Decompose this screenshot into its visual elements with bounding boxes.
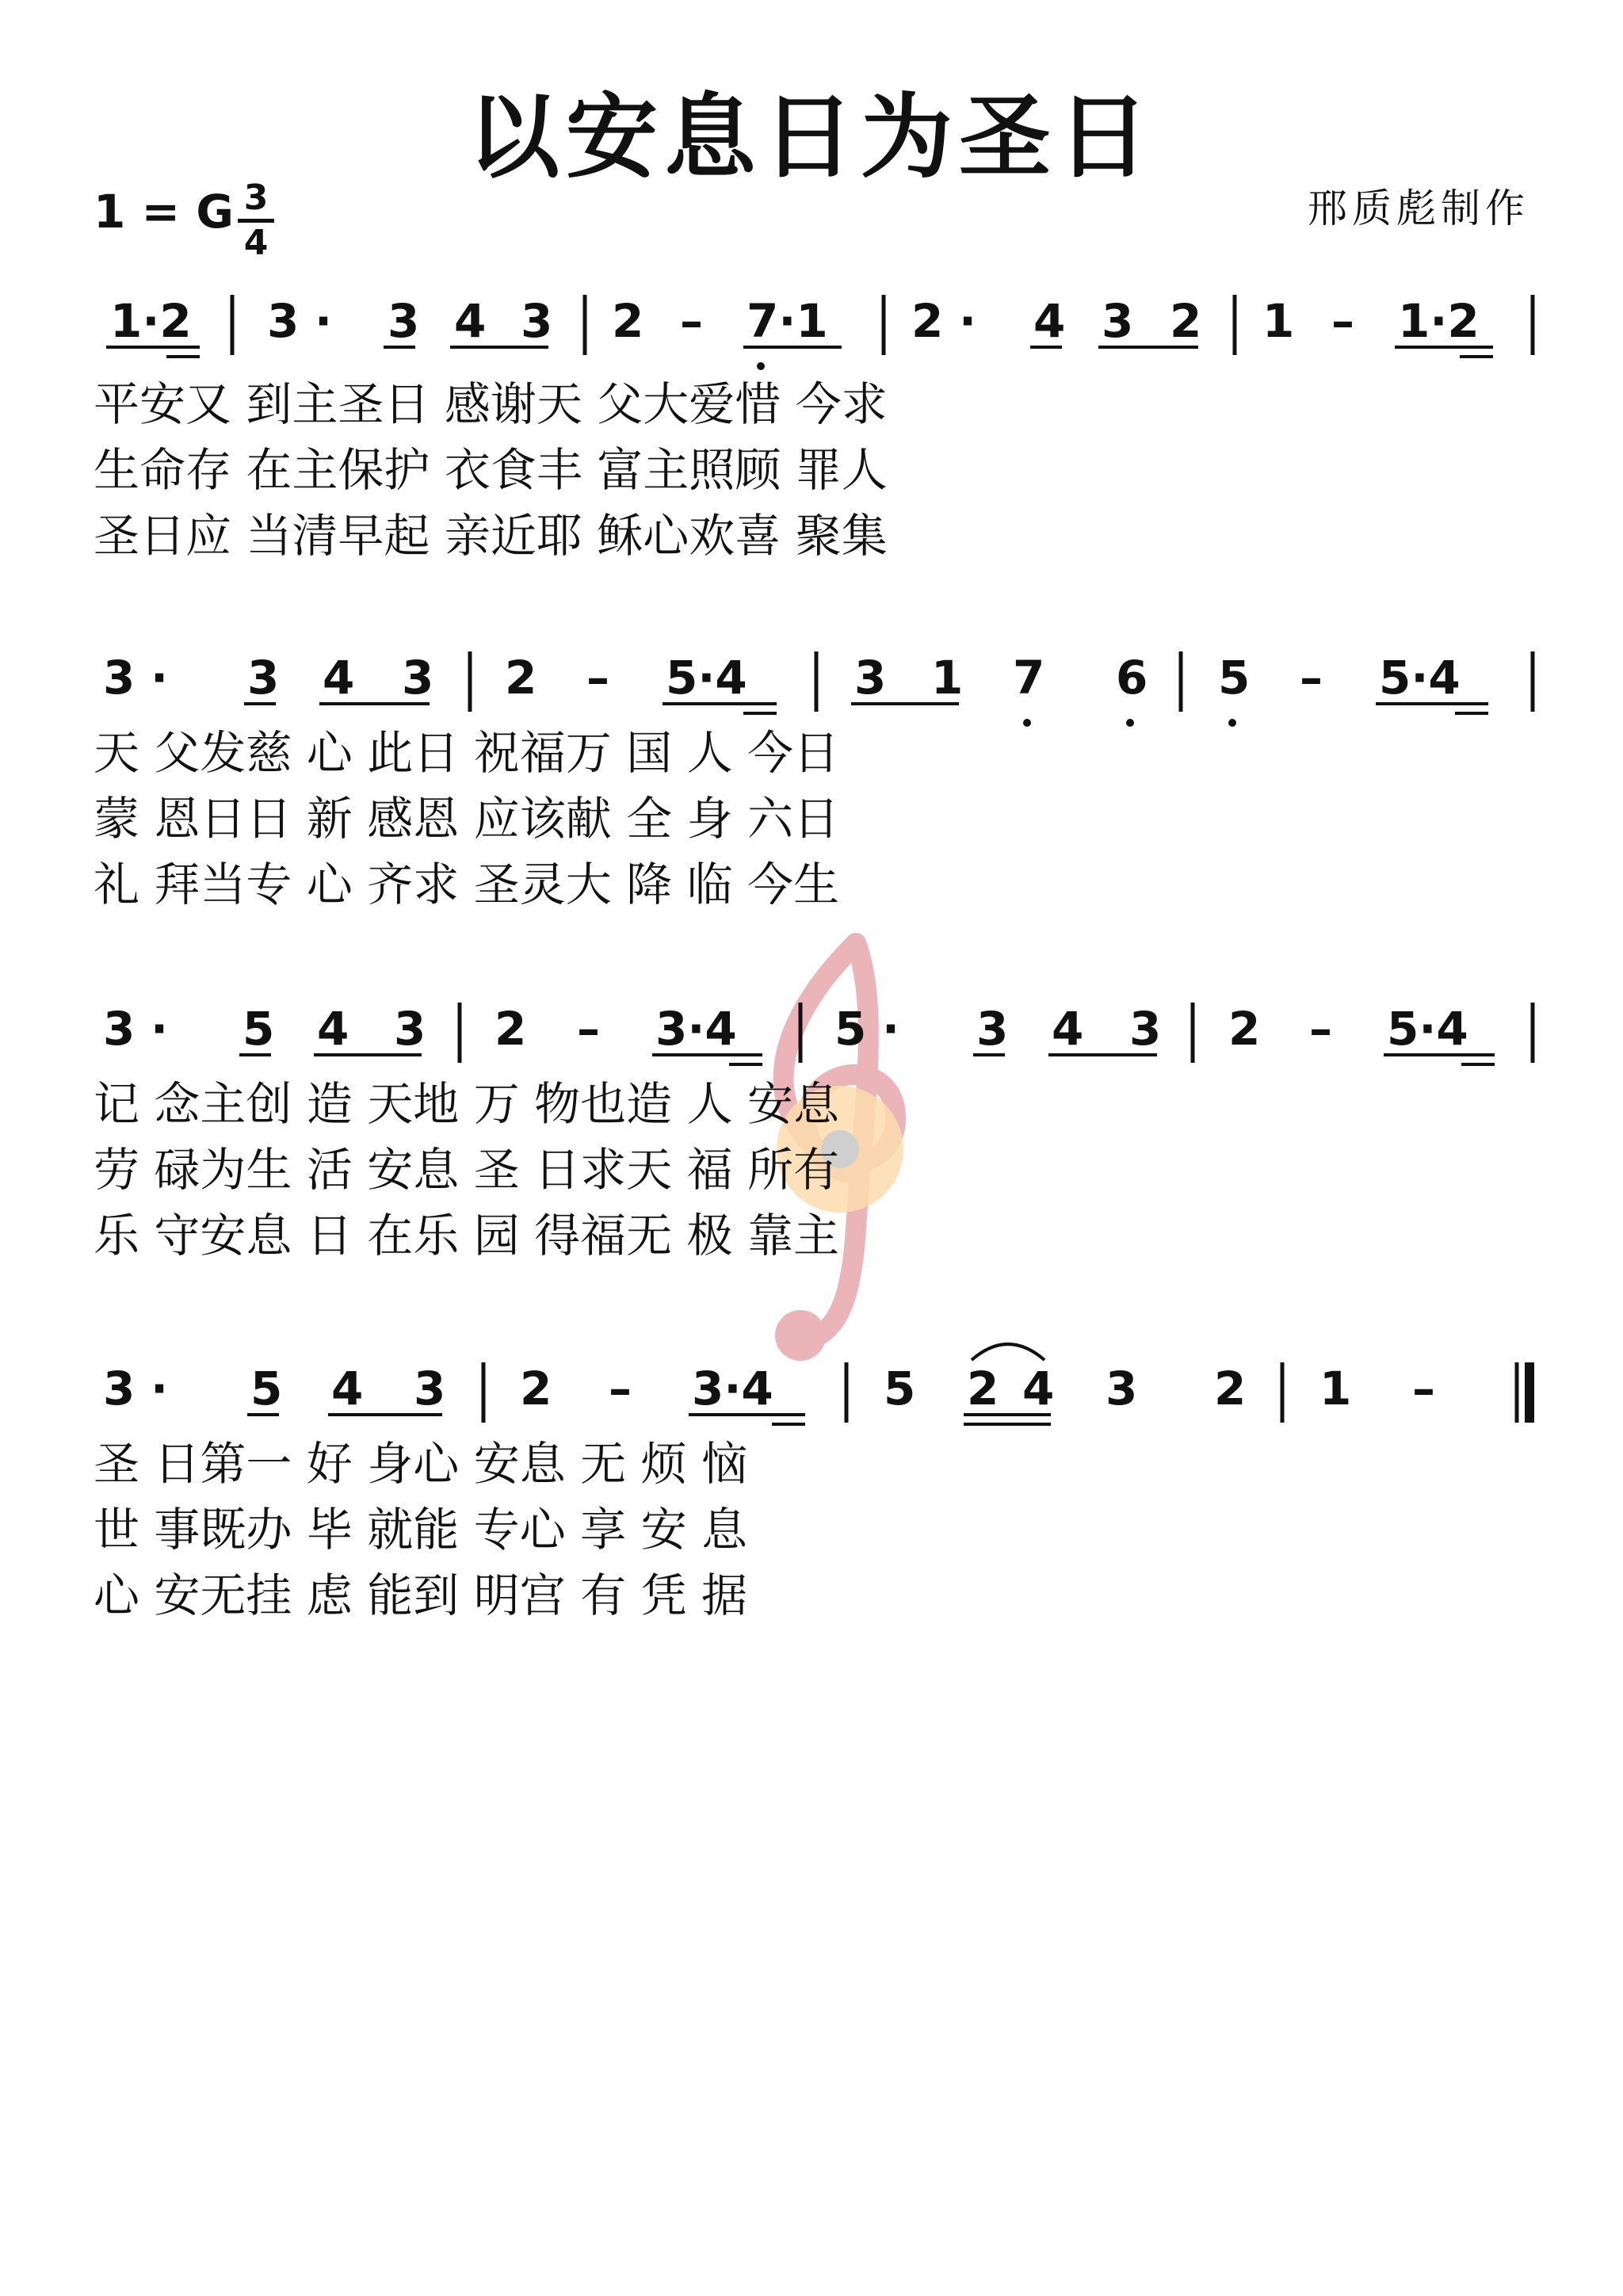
dash: – [1309, 1002, 1332, 1056]
lyric-line: 世 事既办 毕 就能 专心 享 安 息 [94, 1503, 748, 1557]
note: 2 [495, 1002, 527, 1056]
note: 2 [520, 1362, 552, 1415]
note: 5 [1218, 651, 1251, 705]
note: 1·2 [110, 294, 192, 348]
note: 3 [267, 294, 300, 348]
note: 3 [1102, 294, 1134, 348]
note: 2 [1170, 294, 1202, 348]
note: 7·1 [747, 294, 828, 348]
slur [972, 1344, 1044, 1360]
time-numerator: 3 [243, 178, 269, 218]
note: 3 [103, 1002, 136, 1056]
dash: – [1412, 1362, 1435, 1415]
system-4 [94, 1344, 1529, 1622]
note: 3 [854, 651, 887, 705]
lyric-line: 劳 碌为生 活 安息 圣 日求天 福 所有 [94, 1143, 840, 1197]
note: 4 [323, 651, 355, 705]
note: 3 [521, 294, 553, 348]
note: 5 [834, 1002, 867, 1056]
note: 1 [931, 651, 964, 705]
key-signature: 1 = G [94, 185, 234, 239]
note: 5 [242, 1002, 275, 1056]
note: 3 [414, 1362, 446, 1415]
note: 3·4 [655, 1002, 737, 1056]
dot: · [151, 1362, 169, 1415]
note: 1 [1262, 294, 1295, 348]
note: 3 [1129, 1002, 1162, 1056]
note: 4 [1052, 1002, 1084, 1056]
note: 4 [454, 294, 487, 348]
dash: – [680, 294, 703, 348]
lyric-line: 平安又 到主圣日 感谢天 父大爱惜 今求 [94, 377, 888, 431]
dot: · [882, 1002, 900, 1056]
note: 2 [967, 1362, 999, 1415]
note: 3 [1106, 1362, 1138, 1415]
note: 5 [884, 1362, 916, 1415]
note: 2 [1228, 1002, 1261, 1056]
system-3 [94, 1002, 1533, 1263]
note: 3 [402, 651, 434, 705]
note: 3 [103, 1362, 136, 1415]
note: 4 [331, 1362, 364, 1415]
lyric-line: 圣日应 当清早起 亲近耶 稣心欢喜 聚集 [94, 509, 888, 563]
system-1 [94, 294, 1533, 563]
note: 3 [394, 1002, 426, 1056]
time-denominator: 4 [243, 223, 269, 263]
lyric-line: 蒙 恩日日 新 感恩 应该献 全 身 六日 [94, 792, 840, 846]
note: 2 [505, 651, 537, 705]
dash: – [609, 1362, 632, 1415]
dot: · [151, 1002, 169, 1056]
note: 3 [976, 1002, 1009, 1056]
note: 4 [1033, 294, 1066, 348]
dash: – [586, 651, 609, 705]
lyric-line: 心 安无挂 虑 能到 明宫 有 凭 据 [94, 1568, 748, 1622]
system-2 [94, 651, 1533, 911]
dot: · [959, 294, 977, 348]
note: 1·2 [1398, 294, 1480, 348]
note: 4 [1022, 1362, 1055, 1415]
note: 3 [103, 651, 136, 705]
lyric-line: 乐 守安息 日 在乐 园 得福无 极 靠主 [94, 1209, 840, 1263]
dot: · [151, 651, 169, 705]
lyric-line: 天 父发慈 心 此日 祝福万 国 人 今日 [94, 726, 840, 780]
note: 5·4 [1379, 651, 1461, 705]
dash: – [1331, 294, 1354, 348]
lyric-line: 圣 日第一 好 身心 安息 无 烦 恼 [94, 1437, 748, 1491]
note: 2 [911, 294, 944, 348]
lyric-line: 记 念主创 造 天地 万 物也造 人 安息 [94, 1077, 840, 1131]
note: 5·4 [1387, 1002, 1468, 1056]
dot: · [315, 294, 333, 348]
lyric-line: 生命存 在主保护 衣食丰 富主照顾 罪人 [94, 443, 888, 497]
note: 4 [317, 1002, 349, 1056]
note: 3 [388, 294, 420, 348]
note: 5 [250, 1362, 283, 1415]
note: 2 [612, 294, 644, 348]
note: 6 [1116, 651, 1148, 705]
note: 1 [1319, 1362, 1352, 1415]
dash: – [577, 1002, 600, 1056]
song-title: 以安息日为圣日 [468, 83, 1155, 191]
note: 5·4 [666, 651, 747, 705]
note: 3 [247, 651, 280, 705]
note: 3·4 [692, 1362, 773, 1415]
note: 7 [1013, 651, 1045, 705]
arranger-credit: 邢质彪制作 [1308, 185, 1529, 231]
note: 2 [1214, 1362, 1247, 1415]
dash: – [1300, 651, 1323, 705]
lyric-line: 礼 拜当专 心 齐求 圣灵大 降 临 今生 [94, 858, 840, 911]
